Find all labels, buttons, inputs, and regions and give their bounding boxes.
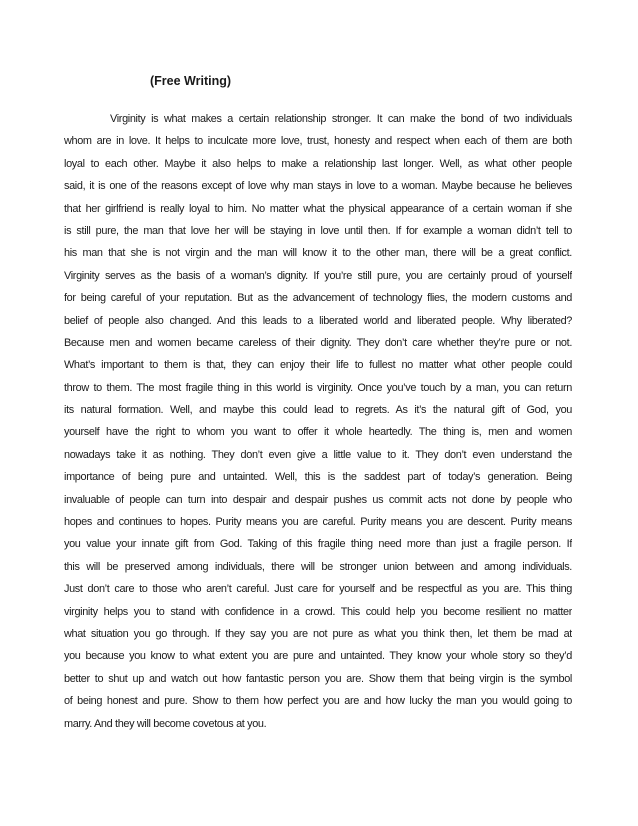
body-line: Because men and women became careless of their dignity. They don’t care whether they’re pure or not. — [64, 336, 572, 349]
document-body — [64, 108, 572, 735]
body-line: throw to them. The most fragile thing in this world is virginity. Once you’ve touch by a man, you can return — [64, 381, 572, 394]
body-line: hopes and continues to hopes. Purity means you are careful. Purity means you are descent. Purity means — [64, 516, 572, 529]
body-line: Virginity serves as the basis of a woman’s dignity. If you’re still pure, you are certainly proud of yourself — [64, 269, 572, 282]
body-line: what situation you go through. If they say you are not pure as what you think then, let them be mad at — [64, 627, 572, 640]
body-line: marry. And they will become covetous at you. — [64, 717, 267, 730]
body-line: his man that she is not virgin and the man will know it to the other man, there will be a great conflict. — [64, 247, 572, 260]
body-line: invaluable of people can turn into despair and despair pushes us commit acts not done by people who — [64, 493, 572, 506]
document-title: (Free Writing) — [150, 74, 232, 88]
body-line: importance of being pure and untainted. Well, this is the saddest part of today’s generation. Being — [64, 471, 572, 484]
body-line: Virginity is what makes a certain relationship stronger. It can make the bond of two individuals — [110, 113, 572, 125]
body-line: virginity helps you to stand with confidence in a crowd. This could help you become resilient no matter — [64, 605, 572, 618]
body-line: for being careful of your reputation. But as the advancement of technology flies, the modern customs and — [64, 292, 572, 305]
body-line: that her girlfriend is really loyal to him. No matter what the physical appearance of a certain woman if she — [64, 202, 572, 215]
body-line: said, it is one of the reasons except of love why man stays in love to a woman. Maybe because he believes — [64, 180, 572, 193]
body-line: you value your innate gift from God. Taking of this fragile thing need more than just a fragile person. If — [64, 538, 572, 551]
body-line: nowadays take it as nothing. They don’t even give a little value to it. They don’t even understand the — [64, 448, 572, 461]
body-line: better to shut up and watch out how fantastic person you are. Show them that being virgin is the symbol — [64, 672, 572, 685]
body-line: yourself have the right to whom you want to offer it whole heartedly. The thing is, men and women — [64, 426, 572, 439]
body-line: is still pure, the man that love her will be staying in love until then. If for example a woman didn’t tell to — [64, 224, 572, 237]
body-line: loyal to each other. Maybe it also helps to make a relationship last longer. Well, as what other people — [64, 157, 572, 170]
body-line: its natural formation. Well, and maybe this could lead to regrets. As it’s the natural gift of God, you — [64, 404, 572, 417]
body-line: Just don’t care to those who aren’t careful. Just care for yourself and be respectful as you are. This thing — [64, 583, 572, 596]
body-line: belief of people also changed. And this leads to a liberated world and liberated people. Why liberated? — [64, 314, 572, 327]
body-line: of being honest and pure. Show to them how perfect you are and how lucky the man you would going to — [64, 695, 572, 708]
body-line: whom are in love. It helps to inculcate more love, trust, honesty and respect when each of them are both — [64, 135, 572, 148]
body-line: this will be preserved among individuals, there will be stronger union between and among individuals. — [64, 560, 572, 573]
body-line: What’s important to them is that, they can enjoy their life to fullest no matter what other people could — [64, 359, 572, 372]
body-line: you because you know to what extent you are pure and untainted. They know your whole story so they’d — [64, 650, 572, 663]
